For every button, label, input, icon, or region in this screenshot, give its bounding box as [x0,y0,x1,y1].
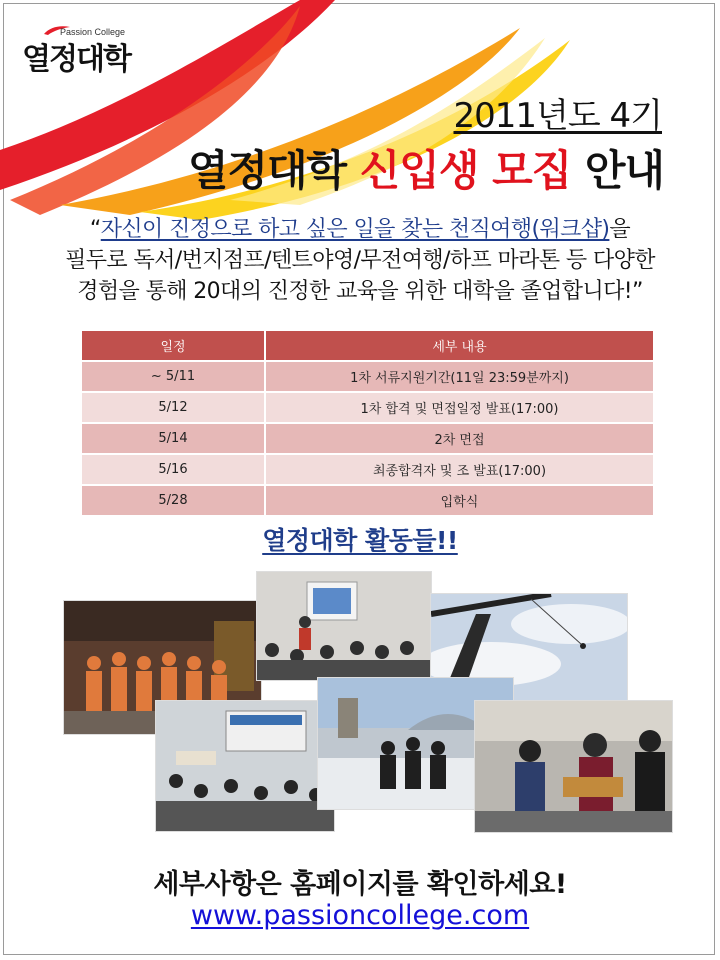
intro-underlined: 자신이 진정으로 하고 싶은 일을 찾는 천직여행(워크샵) [100,217,610,242]
title-prefix: 열정대학 [187,146,360,195]
schedule-date: 5/16 [82,454,265,485]
logo-subtitle: Passion College [60,27,126,37]
schedule-date: 5/28 [82,485,265,515]
schedule-detail: 최종합격자 및 조 발표(17:00) [265,454,654,485]
table-row [82,423,654,454]
schedule-detail: 2차 면접 [265,423,654,454]
schedule-detail: 1차 합격 및 면접일정 발표(17:00) [265,392,654,423]
schedule-table [82,331,655,515]
photo-fundraising [474,700,673,833]
page-title [188,138,664,198]
column-header-details: 세부 내용 [265,331,654,361]
table-row [82,392,654,423]
table-row [82,361,654,392]
title-highlight: 신입생 모집 [359,146,572,195]
open-quote: “ [89,217,101,242]
intro-line3: 경험을 통해 20대의 진정한 교육을 위한 대학을 졸업합니다!” [77,279,643,304]
schedule-detail: 1차 서류지원기간(11일 23:59분까지) [265,361,654,392]
year-cohort-title: 2011년도 4기 [453,96,662,136]
title-suffix: 안내 [571,146,664,195]
schedule-date: 5/12 [82,392,265,423]
photo-classroom-workshop [155,700,335,832]
activities-heading: 열정대학 활동들!! [262,526,458,555]
footer-notice: 세부사항은 홈페이지를 확인하세요! [153,869,567,900]
table-row [82,485,654,515]
schedule-detail: 입학식 [265,485,654,515]
intro-quote [20,214,700,307]
schedule-date: ~ 5/11 [82,361,265,392]
table-row [82,454,654,485]
homepage-link[interactable]: www.passioncollege.com [190,900,530,931]
photo-seminar-room [256,571,432,681]
intro-line2: 필두로 독서/번지점프/텐트야영/무전여행/하프 마라톤 등 다양한 [65,248,655,273]
column-header-date: 일정 [82,331,265,361]
schedule-date: 5/14 [82,423,265,454]
logo: 열정대학 [22,42,130,77]
intro-line1-tail: 을 [609,217,631,242]
table-header-row [82,331,654,361]
